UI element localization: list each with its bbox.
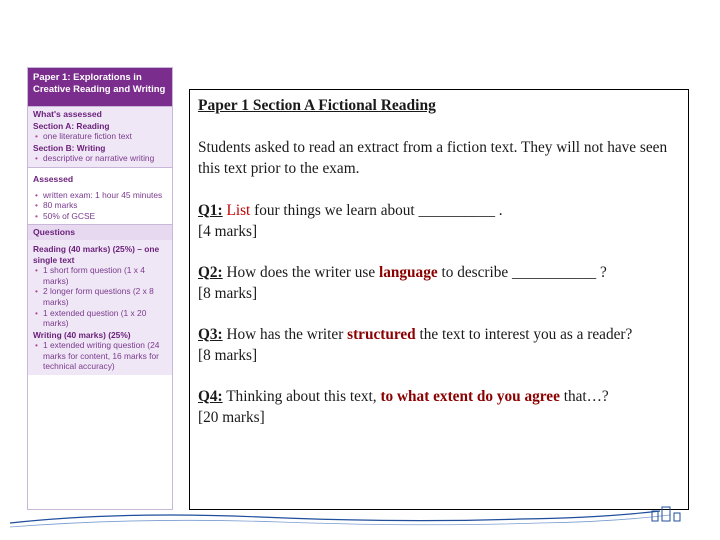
section-a-label: Section A: Reading [33,120,110,131]
question-box [189,89,689,510]
q1-keyword: List [226,201,251,219]
assessed-item: • 80 marks [33,200,167,211]
q3-keyword: structured [347,325,416,343]
questions-section [28,224,172,375]
q2-post: to describe ___________ ? [437,263,607,281]
assessed-item: • written exam: 1 hour 45 minutes [33,190,167,201]
assessed-heading: Assessed [33,173,74,184]
q4-post: that…? [559,387,609,405]
footer-wave-decoration [0,505,720,540]
reading-heading: Reading (40 marks) (25%) – one single text [33,243,160,265]
whats-assessed-section [28,106,172,167]
q2-keyword: language [379,263,438,281]
q1-number: Q1: [198,201,223,219]
intro-text: Students asked to read an extract from a fiction text. They will not have seen this text prior to the exam. [198,138,668,177]
writing-heading: Writing (40 marks) (25%) [33,329,131,340]
q3-pre: How has the writer [222,325,348,343]
q4-marks: [20 marks] [198,409,265,426]
assessed-section [28,167,172,224]
q4-pre: Thinking about this text, [222,387,381,405]
assessed-item: • 50% of GCSE [33,211,167,222]
q3-marks: [8 marks] [198,347,258,364]
section-b-item: • descriptive or narrative writing [33,153,167,164]
question-1 [198,200,680,222]
reading-item: • 2 longer form questions (2 x 8 marks) [33,286,167,307]
q2-pre: How does the writer use [222,263,379,281]
q2-number: Q2: [198,263,223,281]
q2-marks: [8 marks] [198,285,258,302]
section-b-label: Section B: Writing [33,142,106,153]
reading-item: • 1 extended question (1 x 20 marks) [33,308,167,329]
q1-marks: [4 marks] [198,223,258,240]
spec-header: Paper 1: Explorations in Creative Reading and Writing [28,68,172,106]
reading-item: • 1 short form question (1 x 4 marks) [33,265,167,286]
page-title: Paper 1 Section A Fictional Reading [198,97,436,114]
q3-number: Q3: [198,325,223,343]
questions-heading: Questions [28,225,172,240]
question-2 [198,262,680,284]
spec-panel [27,67,173,510]
question-4 [198,386,680,408]
q4-keyword: to what extent do you agree [380,387,560,405]
q4-number: Q4: [198,387,223,405]
section-a-item: • one literature fiction text [33,131,167,142]
writing-item: • 1 extended writing question (24 marks for content, 16 marks for technical accuracy) [33,340,167,372]
q1-text: four things we learn about __________ . [250,201,503,219]
question-3 [198,324,680,346]
q3-post: the text to interest you as a reader? [415,325,633,343]
whats-assessed-heading: What's assessed [33,109,102,119]
